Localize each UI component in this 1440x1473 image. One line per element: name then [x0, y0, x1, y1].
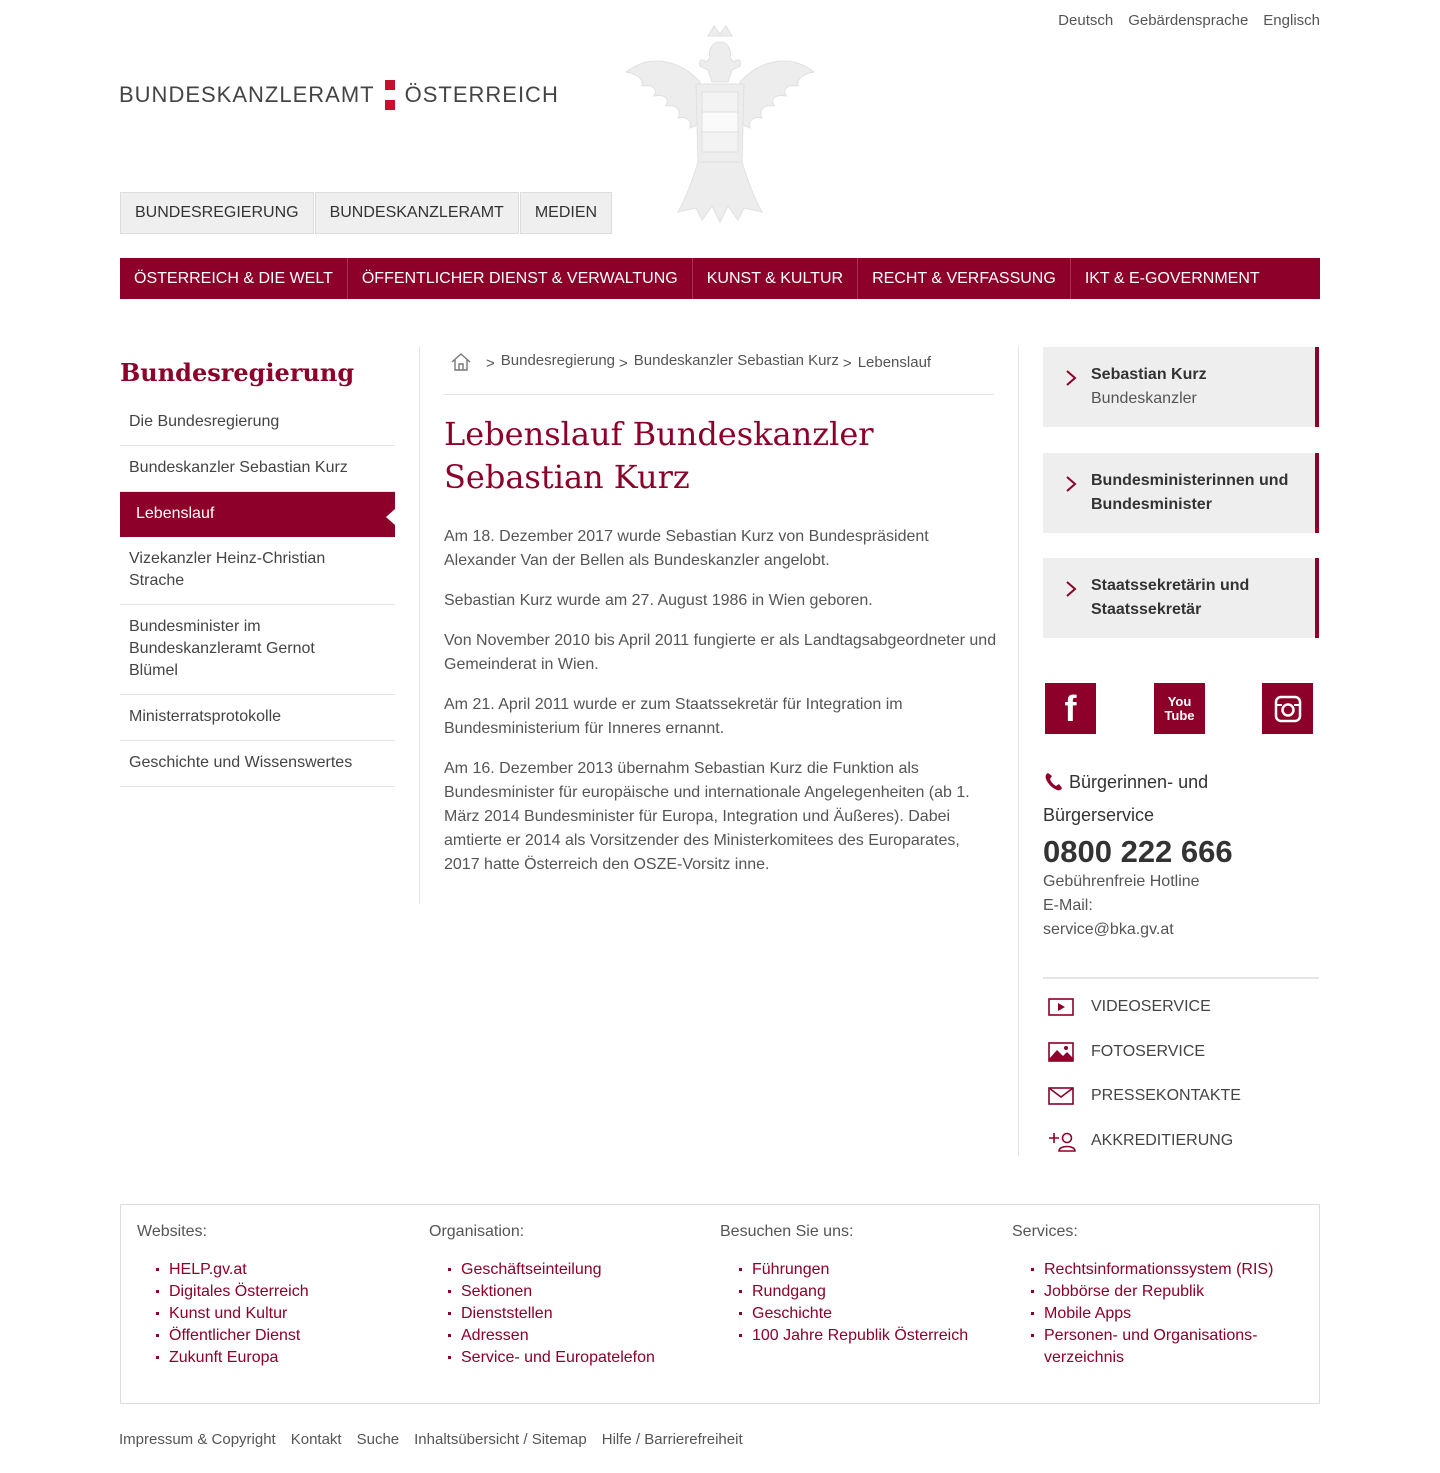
- link-box-title: Staatssekretärin und Staatssekretär: [1091, 577, 1250, 618]
- service-label: Bürgerinnen- und Bürgerservice: [1043, 772, 1209, 825]
- tab-bundeskanzleramt[interactable]: BUNDESKANZLERAMT: [315, 192, 519, 234]
- main-nav: [120, 258, 1320, 299]
- footer-links-box: [120, 1204, 1320, 1404]
- sidebar-title: Bundesregierung: [120, 358, 355, 387]
- sidebar-item-geschichte[interactable]: Geschichte und Wissenswertes: [120, 741, 395, 787]
- footer-link[interactable]: Rechtsinformationssystem (RIS): [1044, 1261, 1274, 1278]
- sidebar-item-bundesminister[interactable]: Bundesminister im Bundeskanzleramt Gernot Blümel: [120, 605, 395, 695]
- envelope-icon: [1043, 1086, 1091, 1106]
- breadcrumb: [444, 352, 994, 395]
- language-switcher: [1058, 12, 1320, 29]
- pressekontakte-link[interactable]: [1043, 1074, 1319, 1119]
- divider: [419, 346, 420, 904]
- footer-link[interactable]: Öffentlicher Dienst: [169, 1327, 301, 1344]
- video-icon: [1043, 997, 1091, 1017]
- facebook-glyph: f: [1064, 687, 1077, 729]
- nav-oesterreich-welt[interactable]: ÖSTERREICH & DIE WELT: [120, 258, 348, 299]
- lang-deutsch-link[interactable]: Deutsch: [1058, 12, 1114, 29]
- link-box-staatssekretaer[interactable]: [1043, 558, 1319, 638]
- service-hotline: Gebührenfreie Hotline: [1043, 873, 1200, 890]
- akkreditierung-link[interactable]: [1043, 1119, 1319, 1164]
- footer-link[interactable]: Dienststellen: [461, 1305, 553, 1322]
- breadcrumb-link[interactable]: Bundeskanzler Sebastian Kurz: [633, 352, 839, 369]
- pressekontakte-label: PRESSEKONTAKTE: [1091, 1087, 1241, 1105]
- link-box-title: Sebastian Kurz: [1091, 366, 1207, 383]
- service-phone: 0800 222 666: [1043, 834, 1233, 869]
- nav-kunst-kultur[interactable]: KUNST & KULTUR: [693, 258, 858, 299]
- breadcrumb-current: Lebenslauf: [857, 354, 932, 371]
- footer-link[interactable]: HELP.gv.at: [169, 1261, 247, 1278]
- footer-link[interactable]: Geschäftseinteilung: [461, 1261, 602, 1278]
- kontakt-link[interactable]: Kontakt: [290, 1431, 342, 1448]
- divider: [1043, 977, 1319, 979]
- chevron-right-icon: [1064, 369, 1078, 387]
- footer-bottom-links: [119, 1431, 743, 1448]
- sidebar-item-bundeskanzler[interactable]: Bundeskanzler Sebastian Kurz: [120, 446, 395, 492]
- footer-link[interactable]: Zukunft Europa: [169, 1349, 279, 1366]
- footer-column-organisation: [429, 1223, 709, 1369]
- akkreditierung-label: AKKREDITIERUNG: [1091, 1131, 1234, 1149]
- add-user-icon: [1043, 1130, 1091, 1152]
- chevron-right-icon: [1064, 475, 1078, 493]
- footer-column-heading: Besuchen Sie uns:: [720, 1223, 854, 1240]
- fotoservice-label: FOTOSERVICE: [1091, 1042, 1206, 1060]
- logo-text-left: BUNDESKANZLERAMT: [119, 82, 375, 107]
- youtube-glyph-you: You: [1167, 693, 1192, 709]
- home-icon[interactable]: [444, 352, 482, 376]
- footer-link[interactable]: Service- und Europatelefon: [461, 1349, 655, 1366]
- footer-link[interactable]: 100 Jahre Republik Österreich: [752, 1327, 969, 1344]
- hilfe-link[interactable]: Hilfe / Barrierefreiheit: [601, 1431, 743, 1448]
- sidebar-item-ministerratsprotokolle[interactable]: Ministerratsprotokolle: [120, 695, 395, 741]
- service-links: [1043, 985, 1319, 1163]
- article-paragraph: Am 21. April 2011 wurde er zum Staatssekretär für Integration im Bundesministerium für Inneres ernannt.: [444, 696, 903, 737]
- article-paragraph: Von November 2010 bis April 2011 fungierte er als Landtagsabgeordneter und Gemeinderat in Wien.: [444, 632, 997, 673]
- tab-medien[interactable]: MEDIEN: [520, 192, 612, 234]
- service-email-label: E-Mail:: [1043, 897, 1093, 914]
- footer-link[interactable]: Personen- und Organisations-verzeichnis: [1044, 1327, 1258, 1366]
- videoservice-link[interactable]: [1043, 985, 1319, 1030]
- chevron-right-icon: [1064, 580, 1078, 598]
- footer-column-services: [1012, 1223, 1282, 1369]
- videoservice-label: VIDEOSERVICE: [1091, 998, 1211, 1016]
- footer-link[interactable]: Mobile Apps: [1044, 1305, 1132, 1322]
- tab-bundesregierung[interactable]: BUNDESREGIERUNG: [120, 192, 314, 234]
- divider: [1018, 346, 1019, 1156]
- breadcrumb-separator: >: [619, 355, 628, 372]
- breadcrumb-separator: >: [842, 355, 852, 372]
- breadcrumb-separator: >: [486, 355, 495, 372]
- lang-englisch-link[interactable]: Englisch: [1263, 12, 1320, 29]
- footer-link[interactable]: Sektionen: [461, 1283, 533, 1300]
- article-paragraph: Sebastian Kurz wurde am 27. August 1986 in Wien geboren.: [444, 592, 873, 609]
- footer-link[interactable]: Rundgang: [752, 1283, 826, 1300]
- footer-column-heading: Services:: [1012, 1223, 1078, 1240]
- facebook-icon[interactable]: [1045, 683, 1096, 734]
- youtube-icon[interactable]: [1154, 683, 1205, 734]
- link-box-sebastian-kurz[interactable]: [1043, 347, 1319, 427]
- suche-link[interactable]: Suche: [356, 1431, 400, 1448]
- top-tabs: [120, 192, 613, 234]
- footer-link[interactable]: Kunst und Kultur: [169, 1305, 288, 1322]
- sidebar-nav: [120, 400, 395, 787]
- nav-ikt-egovernment[interactable]: IKT & E-GOVERNMENT: [1084, 269, 1260, 287]
- article: [444, 413, 999, 893]
- site-logo[interactable]: [119, 80, 559, 110]
- footer-link[interactable]: Adressen: [461, 1327, 529, 1344]
- citizen-service: [1043, 766, 1319, 942]
- link-box-bundesminister[interactable]: [1043, 453, 1319, 533]
- logo-text-right: ÖSTERREICH: [404, 82, 559, 107]
- sidebar-item-vizekanzler[interactable]: Vizekanzler Heinz-Christian Strache: [120, 537, 395, 605]
- link-box-title: Bundesministerinnen und Bundesminister: [1091, 472, 1289, 513]
- sidebar-item-die-bundesregierung[interactable]: Die Bundesregierung: [120, 400, 395, 446]
- footer-column-heading: Websites:: [137, 1223, 207, 1240]
- footer-link[interactable]: Geschichte: [752, 1305, 833, 1322]
- eagle-emblem-icon: [622, 22, 818, 226]
- article-paragraph: Am 18. Dezember 2017 wurde Sebastian Kurz von Bundespräsident Alexander Van der Bellen als Bundeskanzler angelobt.: [444, 528, 929, 569]
- photo-icon: [1043, 1041, 1091, 1063]
- austria-flag-icon: [385, 80, 395, 110]
- impressum-link[interactable]: Impressum & Copyright: [119, 1431, 276, 1448]
- footer-link[interactable]: Jobbörse der Republik: [1044, 1283, 1205, 1300]
- link-box-subtitle: Bundeskanzler: [1091, 390, 1197, 407]
- service-label-row: [1043, 766, 1319, 832]
- footer-column-heading: Organisation:: [429, 1223, 525, 1240]
- lang-gebaerdensprache-link[interactable]: Gebärdensprache: [1128, 12, 1249, 29]
- footer-link[interactable]: Digitales Österreich: [169, 1283, 309, 1300]
- youtube-glyph-tube: Tube: [1164, 707, 1195, 723]
- footer-column-websites: [137, 1223, 417, 1369]
- instagram-icon[interactable]: [1262, 683, 1313, 734]
- sidebar-item-lebenslauf[interactable]: Lebenslauf: [120, 492, 395, 537]
- nav-recht-verfassung[interactable]: RECHT & VERFASSUNG: [858, 258, 1071, 299]
- service-email-link[interactable]: service@bka.gv.at: [1043, 921, 1174, 938]
- sitemap-link[interactable]: Inhaltsübersicht / Sitemap: [414, 1431, 587, 1448]
- nav-oeffentlicher-dienst[interactable]: ÖFFENTLICHER DIENST & VERWALTUNG: [348, 258, 693, 299]
- phone-icon: [1043, 770, 1065, 792]
- footer-column-besuchen: [720, 1223, 1000, 1347]
- footer-link[interactable]: Führungen: [752, 1261, 830, 1278]
- fotoservice-link[interactable]: [1043, 1030, 1319, 1075]
- breadcrumb-link[interactable]: Bundesregierung: [500, 352, 616, 369]
- page-title: Lebenslauf Bundeskanzler Sebastian Kurz: [444, 415, 874, 496]
- article-paragraph: Am 16. Dezember 2013 übernahm Sebastian Kurz die Funktion als Bundesminister für europäische und internationale Angelegenheiten (ab 1. März 2014 Bundesminister für Europa, Integration und Äußeres). Dabei amtierte er 2014 als Vorsitzender des Ministerkomitees des Europarates, 2017 hatte Österreich den OSZE-Vorsitz inne.: [444, 760, 970, 873]
